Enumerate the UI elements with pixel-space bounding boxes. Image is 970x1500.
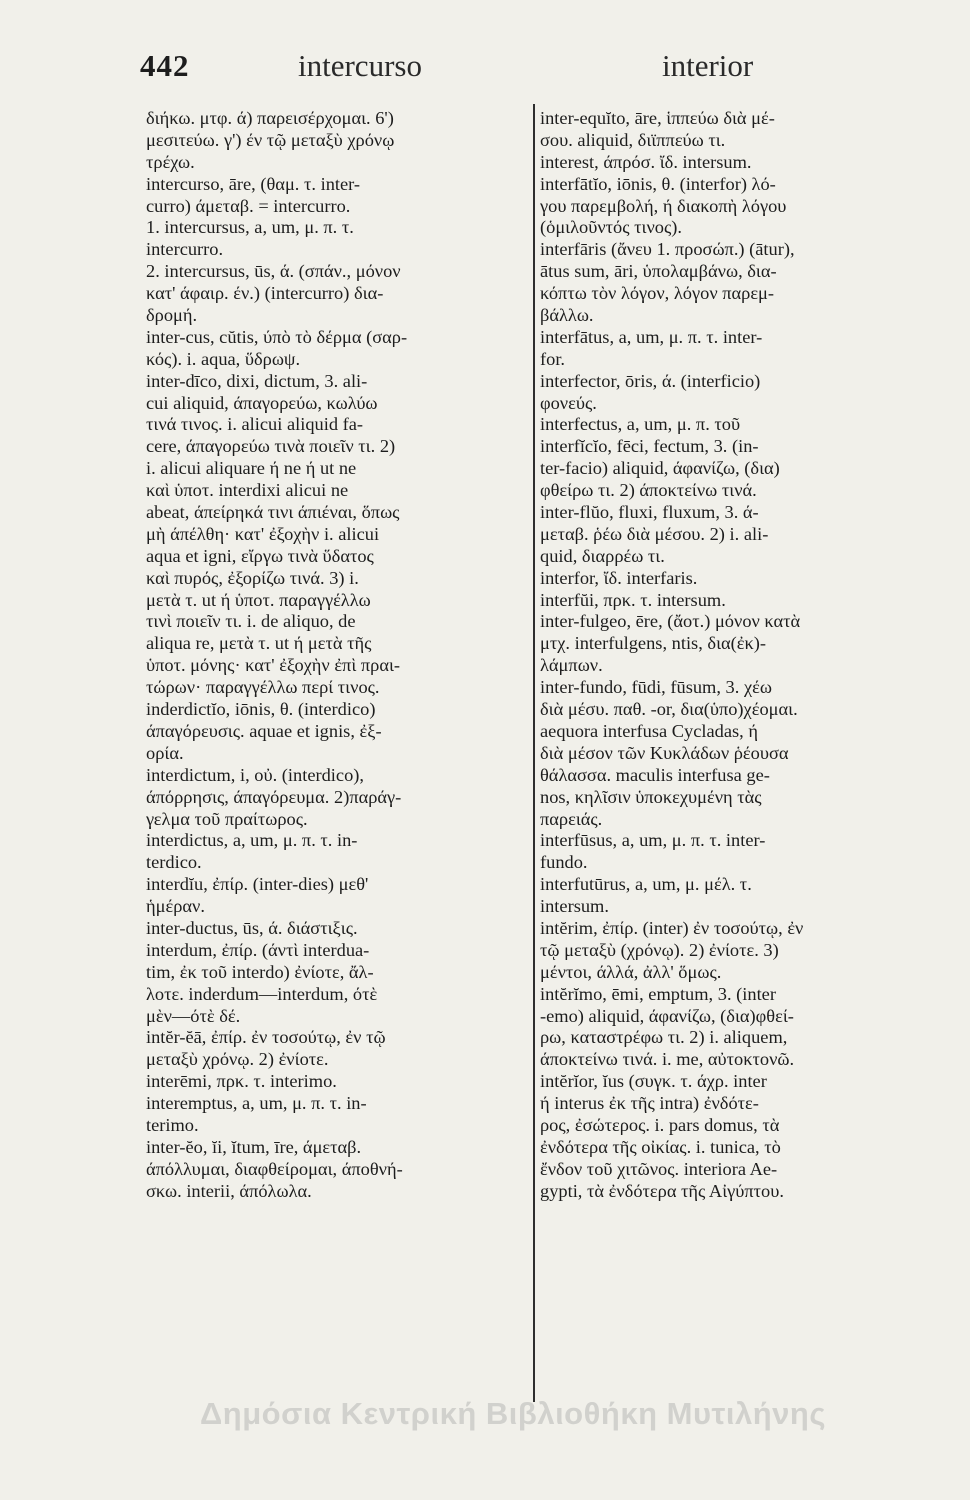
- text-line: γου παρεμβολή, ή διακοπὴ λόγου: [540, 195, 787, 216]
- text-line: inter-ductus, ūs, ά. διάστιξις.: [146, 917, 358, 938]
- text-line: λάμπων.: [540, 655, 603, 676]
- text-line: interfutūrus, a, um, μ. μέλ. τ.: [540, 874, 752, 895]
- text-line: άπαγόρευσις. aquae et ignis, ἐξ-: [146, 720, 382, 741]
- text-line: μεταξὺ χρόνῳ. 2) ἐνίοτε.: [146, 1049, 329, 1070]
- text-line: κατ' άφαιρ. έν.) (intercurro) δια-: [146, 283, 384, 304]
- text-line: τρέχω.: [146, 151, 195, 172]
- text-line: μτχ. interfulgens, ntis, δια(ἐκ)-: [540, 633, 767, 654]
- text-line: λοτε. inderdum—interdum, ότὲ: [146, 983, 378, 1004]
- text-line: aequora interfusa Cycladas, ή: [540, 720, 758, 741]
- text-line: interfor, ἴδ. interfaris.: [540, 567, 698, 588]
- running-head-left: intercurso: [298, 48, 422, 83]
- text-line: φθείρω τι. 2) άποκτείνω τινά.: [540, 480, 757, 501]
- text-line: διήκω. μτφ. ά) παρεισέρχομαι. 6'): [146, 108, 394, 128]
- text-line: aliqua re, μετὰ τ. ut ή μετὰ τῆς: [146, 633, 372, 654]
- text-line: inderdictĭo, iōnis, θ. (interdico): [146, 699, 376, 720]
- text-line: μετὰ τ. ut ή ὑποτ. παραγγέλλω: [146, 589, 371, 610]
- text-line: παρειάς.: [540, 808, 603, 829]
- page-number: 442: [140, 48, 190, 83]
- text-line: interfŭi, πρκ. τ. intersum.: [540, 589, 726, 610]
- text-line: intĕrĭmo, ēmi, emptum, 3. (inter: [540, 983, 776, 1004]
- text-line: μὴ άπέλθη· κατ' ἐξοχὴν i. alicui: [146, 523, 380, 544]
- text-line: ρος, ἐσώτερος. i. pars domus, τὰ: [540, 1114, 780, 1135]
- text-line: cui aliquid, άπαγορεύω, κωλύω: [146, 392, 378, 413]
- text-line: διὰ μέσυ. παθ. -or, δια(ὑπο)χέομαι.: [540, 699, 798, 720]
- column-divider: [533, 104, 535, 1402]
- text-line: φονεύς.: [540, 392, 597, 413]
- library-watermark: Δημόσια Κεντρική Βιβλιοθήκη Μυτιλήνης: [200, 1396, 826, 1431]
- text-line: interfāris (ἄνευ 1. προσώπ.) (ātur),: [540, 239, 795, 260]
- text-line: ἐνδότερα τῆς οἰκίας. i. tunica, τὸ: [540, 1136, 781, 1157]
- text-line: interfector, ōris, ά. (interficio): [540, 370, 761, 391]
- text-line: κός). i. aqua, ὕδρωψ.: [146, 348, 301, 369]
- text-line: μεσιτεύω. γ') έν τῷ μεταξὺ χρόνῳ: [146, 129, 395, 150]
- right-column: [540, 108, 922, 1203]
- text-line: ρω, καταστρέφω τι. 2) i. aliquem,: [540, 1027, 788, 1048]
- text-line: μεταβ. ῥέω διὰ μέσου. 2) i. ali-: [540, 523, 769, 544]
- text-line: interdĭu, ἐπίρ. (inter-dies) μεθ': [146, 874, 369, 895]
- text-line: τινά τινος. i. alicui aliquid fa-: [146, 414, 364, 435]
- text-line: τῷ μεταξὺ (χρόνῳ). 2) ἐνίοτε. 3): [540, 939, 779, 960]
- text-line: βάλλω.: [540, 305, 594, 326]
- text-line: ὑποτ. μόνης· κατ' ἐξοχὴν ἐπὶ πραι-: [146, 655, 401, 676]
- text-line: διὰ μέσον τῶν Κυκλάδων ῥέουσα: [540, 742, 789, 763]
- text-line: abeat, άπείρηκά τινι άπιέναι, ὅπως: [146, 502, 400, 523]
- text-line: interfĭcĭo, fēci, fectum, 3. (in-: [540, 436, 759, 457]
- text-line: άπόρρησις, άπαγόρευμα. 2)παράγ-: [146, 786, 402, 807]
- text-line: gypti, τὰ ἐνδότερα τῆς Αἰγύπτου.: [540, 1180, 784, 1201]
- text-line: (ὁμιλοῦντός τινος).: [540, 217, 682, 238]
- page-header: [140, 48, 800, 108]
- text-line: intercurso, āre, (θαμ. τ. inter-: [146, 173, 361, 194]
- text-line: ātus sum, āri, ὑπολαμβάνω, δια-: [540, 261, 777, 282]
- text-line: μὲν—ότὲ δέ.: [146, 1005, 241, 1026]
- text-line: κόπτω τὸν λόγον, λόγον παρεμ-: [540, 283, 775, 304]
- text-line: i. alicui aliquare ή ne ή ut ne: [146, 458, 357, 479]
- text-line: interdictum, i, οὐ. (interdico),: [146, 764, 364, 785]
- text-line: ter-facio) aliquid, άφανίζω, (δια): [540, 458, 780, 479]
- text-line: interemptus, a, um, μ. π. τ. in-: [146, 1093, 367, 1114]
- text-line: ἡμέραν.: [146, 896, 205, 917]
- text-line: ορία.: [146, 742, 184, 763]
- text-line: cere, άπαγορεύω τινὰ ποιεῖν τι. 2): [146, 436, 396, 457]
- text-line: -emo) aliquid, άφανίζω, (δια)φθεί-: [540, 1005, 794, 1026]
- text-line: καὶ ὑποτ. interdixi alicui ne: [146, 480, 349, 501]
- text-line: inter-cus, cŭtis, ύπὸ τὸ δέρμα (σαρ-: [146, 326, 408, 347]
- text-line: curro) άμεταβ. = intercurro.: [146, 195, 351, 216]
- text-line: μέντοι, άλλά, ἀλλ' ὅμως.: [540, 961, 722, 982]
- text-line: σου. aliquid, διϊππεύω τι.: [540, 129, 726, 150]
- text-line: interfātĭo, iōnis, θ. (interfor) λό-: [540, 173, 776, 194]
- text-line: intĕrĭor, ĭus (συγκ. τ. άχρ. inter: [540, 1071, 767, 1092]
- text-line: interdum, ἐπίρ. (άντὶ interdua-: [146, 939, 370, 960]
- text-line: άποκτείνω τινά. i. me, αὐτοκτονῶ.: [540, 1049, 795, 1070]
- text-line: terimo.: [146, 1114, 199, 1135]
- text-line: inter-fundo, fūdi, fūsum, 3. χέω: [540, 677, 772, 698]
- text-line: interēmi, πρκ. τ. interimo.: [146, 1071, 337, 1092]
- text-line: τινὶ ποιεῖν τι. i. de aliquo, de: [146, 611, 356, 632]
- text-line: inter-dīco, dixi, dictum, 3. ali-: [146, 370, 368, 391]
- text-line: terdico.: [146, 852, 202, 873]
- text-line: ή interus ἐκ τῆς intra) ἐνδότε-: [540, 1093, 759, 1114]
- text-line: intercurro.: [146, 239, 224, 260]
- text-line: interfūsus, a, um, μ. π. τ. inter-: [540, 830, 766, 851]
- text-line: aqua et igni, εἴργω τινὰ ὕδατος: [146, 545, 374, 566]
- text-line: intĕr-ĕā, ἐπίρ. ἐν τοσούτῳ, ἐν τῷ: [146, 1027, 386, 1048]
- text-line: nos, κηλῖσιν ὑποκεχυμένη τὰς: [540, 786, 762, 807]
- text-line: θάλασσα. maculis interfusa ge-: [540, 764, 770, 785]
- text-line: 1. intercursus, a, um, μ. π. τ.: [146, 217, 354, 238]
- text-line: inter-fulgeo, ēre, (ἄοτ.) μόνον κατὰ: [540, 611, 801, 632]
- text-line: άπόλλυμαι, διαφθείρομαι, άποθνή-: [146, 1158, 403, 1179]
- text-line: σκω. interii, άπόλωλα.: [146, 1180, 312, 1201]
- text-line: for.: [540, 348, 566, 369]
- text-line: quid, διαρρέω τι.: [540, 545, 665, 566]
- text-line: fundo.: [540, 852, 588, 873]
- text-line: interdictus, a, um, μ. π. τ. in-: [146, 830, 358, 851]
- text-line: inter-equĭto, āre, ἱππεύω διὰ μέ-: [540, 108, 775, 128]
- text-line: 2. intercursus, ūs, ά. (σπάν., μόνον: [146, 261, 401, 282]
- text-line: inter-flŭo, fluxi, fluxum, 3. ά-: [540, 502, 759, 523]
- text-line: καὶ πυρός, ἐξορίζω τινά. 3) i.: [146, 567, 359, 588]
- text-line: interest, άπρόσ. ἴδ. intersum.: [540, 151, 752, 172]
- text-line: interfātus, a, um, μ. π. τ. inter-: [540, 326, 763, 347]
- text-line: ἔνδον τοῦ χιτῶνος. interiora Ae-: [540, 1158, 778, 1179]
- running-head-right: interior: [662, 48, 754, 83]
- text-line: interfectus, a, um, μ. π. τοῦ: [540, 414, 741, 435]
- text-line: intersum.: [540, 896, 609, 917]
- text-line: τώρων· παραγγέλλω περί τινος.: [146, 677, 380, 698]
- text-line: γελμα τοῦ πραίτωρος.: [146, 808, 308, 829]
- text-line: inter-ĕo, ĭi, ĭtum, īre, άμεταβ.: [146, 1136, 362, 1157]
- text-line: δρομή.: [146, 305, 198, 326]
- left-column: [146, 108, 532, 1203]
- text-line: intĕrim, ἐπίρ. (inter) ἐν τοσούτῳ, ἐν: [540, 917, 804, 938]
- text-line: tim, ἐκ τοῦ interdo) ἐνίοτε, ἄλ-: [146, 961, 374, 982]
